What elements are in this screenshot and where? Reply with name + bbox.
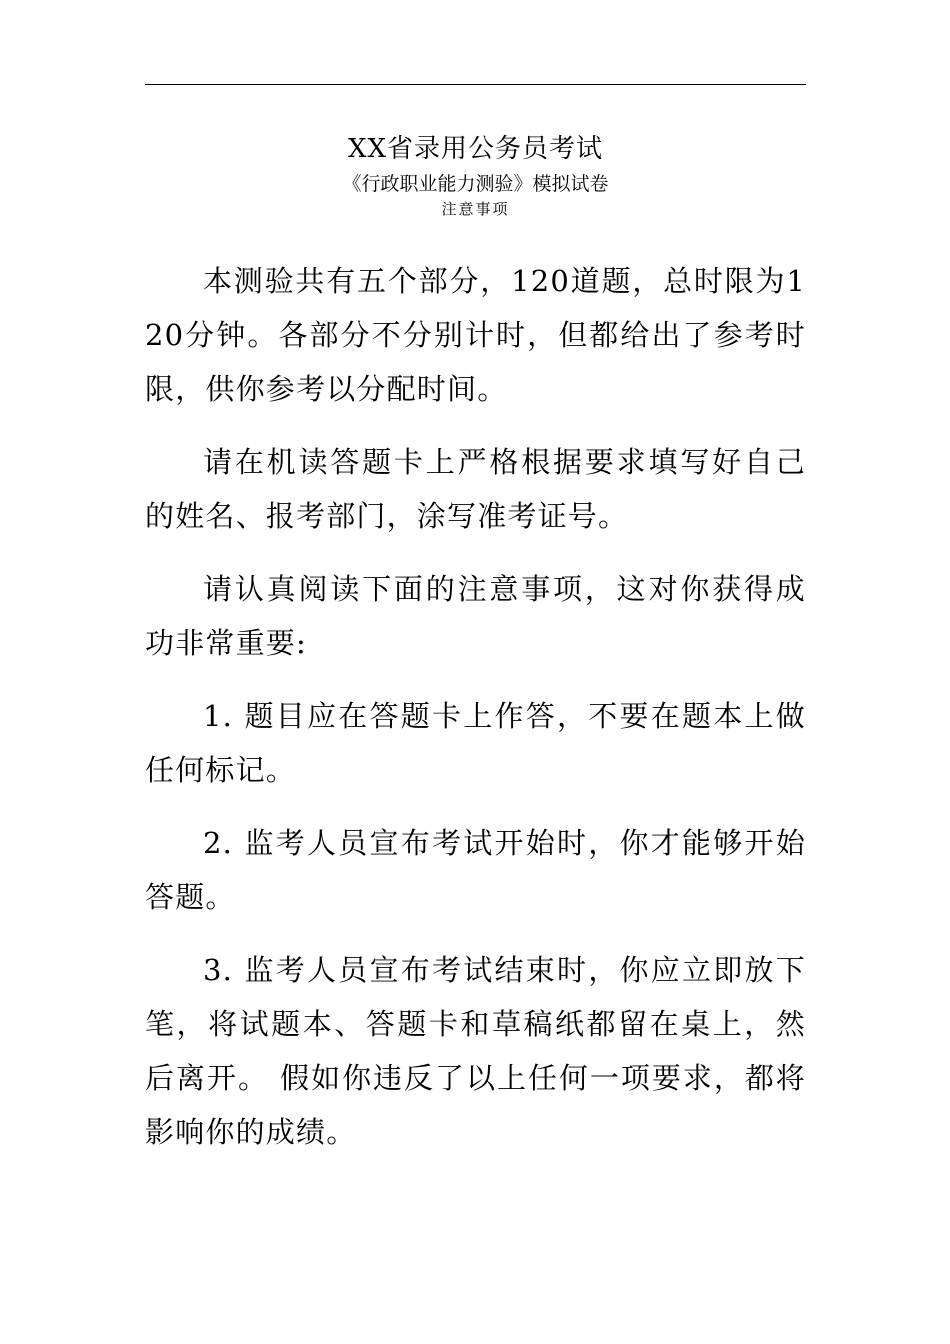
exam-subtitle: 《行政职业能力测验》模拟试卷 — [342, 173, 609, 195]
paragraph-rule-2: 2. 监考人员宣布考试开始时，你才能够开始答题。 — [145, 826, 806, 914]
header-rule — [145, 84, 806, 85]
paragraph-read-notice: 请认真阅读下面的注意事项，这对你获得成功非常重要: — [145, 572, 806, 660]
instructions-body — [145, 254, 806, 1178]
paragraph-overview: 本测验共有五个部分，120道题，总时限为120分钟。各部分不分别计时，但都给出了参考时限，供你参考以分配时间。 — [145, 264, 806, 406]
notice-heading: 注意事项 — [441, 200, 510, 218]
paragraph-rule-1: 1. 题目应在答题卡上作答，不要在题本上做任何标记。 — [145, 699, 806, 787]
paragraph-answer-card: 请在机读答题卡上严格根据要求填写好自己的姓名、报考部门，涂写准考证号。 — [145, 445, 806, 533]
exam-title: XX省录用公务员考试 — [347, 134, 604, 164]
paragraph-rule-3: 3. 监考人员宣布考试结束时，你应立即放下笔，将试题本、答题卡和草稿纸都留在桌上，然后离开。 假如你违反了以上任何一项要求，都将影响你的成绩。 — [145, 953, 806, 1149]
